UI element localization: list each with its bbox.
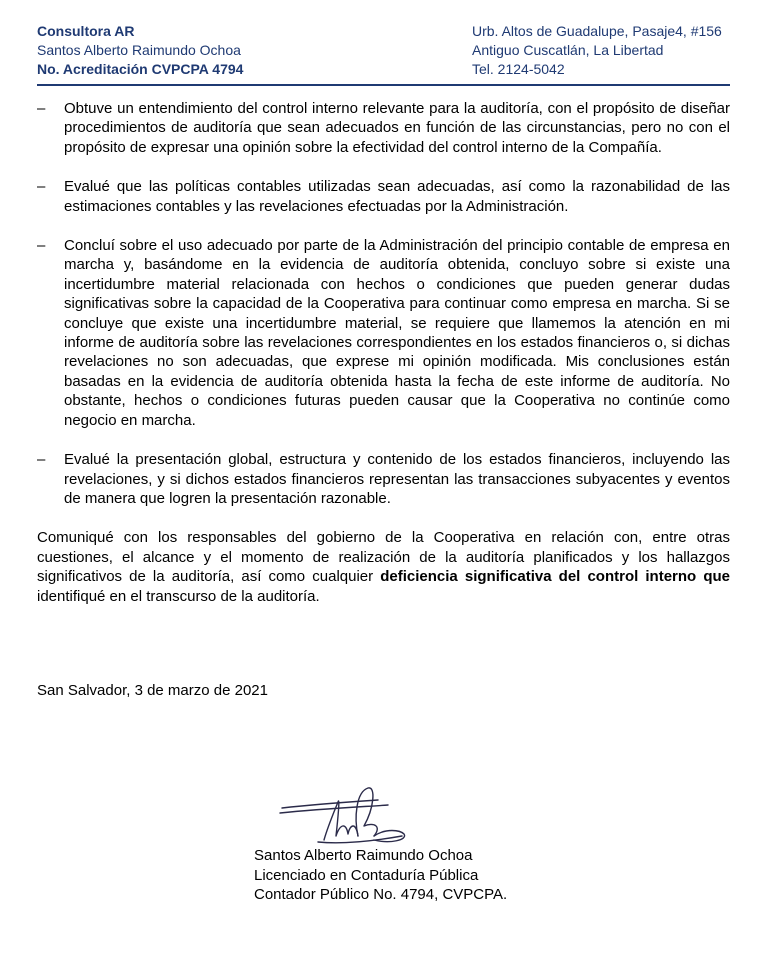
- bullet-text: Evalué la presentación global, estructura y contenido de los estados financieros, incluyendo las revelaciones, y si dichos estados financieros representan las transacciones subyacentes y eventos de manera que logren la presentación razonable.: [64, 451, 730, 507]
- auditor-name: Santos Alberto Raimundo Ochoa: [37, 42, 241, 58]
- bullet-text: Obtuve un entendimiento del control interno relevante para la auditoría, con el propósito de diseñar procedimientos de auditoría que sean adecuados en función de las circunstancias, pero no con el propósito de expresar una opinión sobre la efectividad del control interno de la Compañía.: [64, 100, 730, 156]
- signer-title: Licenciado en Contaduría Pública: [254, 866, 479, 884]
- bullet-text: Evalué que las políticas contables utilizadas sean adecuadas, así como la razonabilidad de las estimaciones contables y las revelaciones efectuadas por la Administración.: [64, 178, 730, 215]
- accreditation-number: No. Acreditación CVPCPA 4794: [37, 61, 244, 77]
- bullet-item: [37, 236, 730, 430]
- bullet-item: [37, 99, 730, 157]
- signature-block: [254, 846, 507, 905]
- signer-name: Santos Alberto Raimundo Ochoa: [254, 847, 473, 864]
- closing-text-end: identifiqué en el transcurso de la auditoría.: [37, 587, 320, 605]
- firm-name: Consultora AR: [37, 23, 135, 39]
- signer-license: Contador Público No. 4794, CVPCPA.: [254, 886, 508, 903]
- letterhead-right: [472, 22, 722, 79]
- bullet-item: [37, 177, 730, 216]
- address-line-2: Antiguo Cuscatlán, La Libertad: [472, 42, 664, 58]
- bullet-dash: –: [37, 178, 46, 196]
- closing-paragraph: [37, 528, 730, 606]
- phone-number: Tel. 2124-5042: [472, 61, 565, 77]
- bullet-dash: –: [37, 237, 46, 255]
- closing-text-bold: deficiencia significativa del control interno que: [380, 568, 730, 586]
- closing-text-start: Comuniqué con los responsables del gobierno de la Cooperativa en relación con, entre otras cuestiones, el alcance y el momento de realización de la auditoría planificados y los hallazgos significativos de la auditoría, así como cualquier: [37, 529, 730, 586]
- header-divider: [37, 84, 730, 86]
- address-line-1: Urb. Altos de Guadalupe, Pasaje4, #156: [472, 23, 722, 39]
- bullet-item: [37, 450, 730, 508]
- report-date: San Salvador, 3 de marzo de 2021: [37, 682, 268, 699]
- report-body: [37, 99, 730, 606]
- bullet-dash: –: [37, 451, 46, 469]
- bullet-dash: –: [37, 100, 46, 117]
- bullet-text: Concluí sobre el uso adecuado por parte de la Administración del principio contable de empresa en marcha y, basándome en la evidencia de auditoría obtenida, concluyo sobre si existe una incertidumbre material relacionada con hechos o condiciones que pueden generar dudas significativas sobre la capacidad de la Cooperativa para continuar como empresa en marcha. Si se concluye que existe una incertidumbre material, se requiere que llamemos la atención en mi informe de auditoría sobre las revelaciones correspondientes en los estados financieros o, si dichas revelaciones no son adecuadas, que exprese mi opinión modificada. Mis conclusiones están basadas en la evidencia de auditoría obtenida hasta la fecha de este informe de auditoría. No obstante, hechos o condiciones futuras pueden causar que la Cooperativa no continúe como negocio en marcha.: [64, 237, 730, 429]
- letterhead-left: [37, 22, 243, 79]
